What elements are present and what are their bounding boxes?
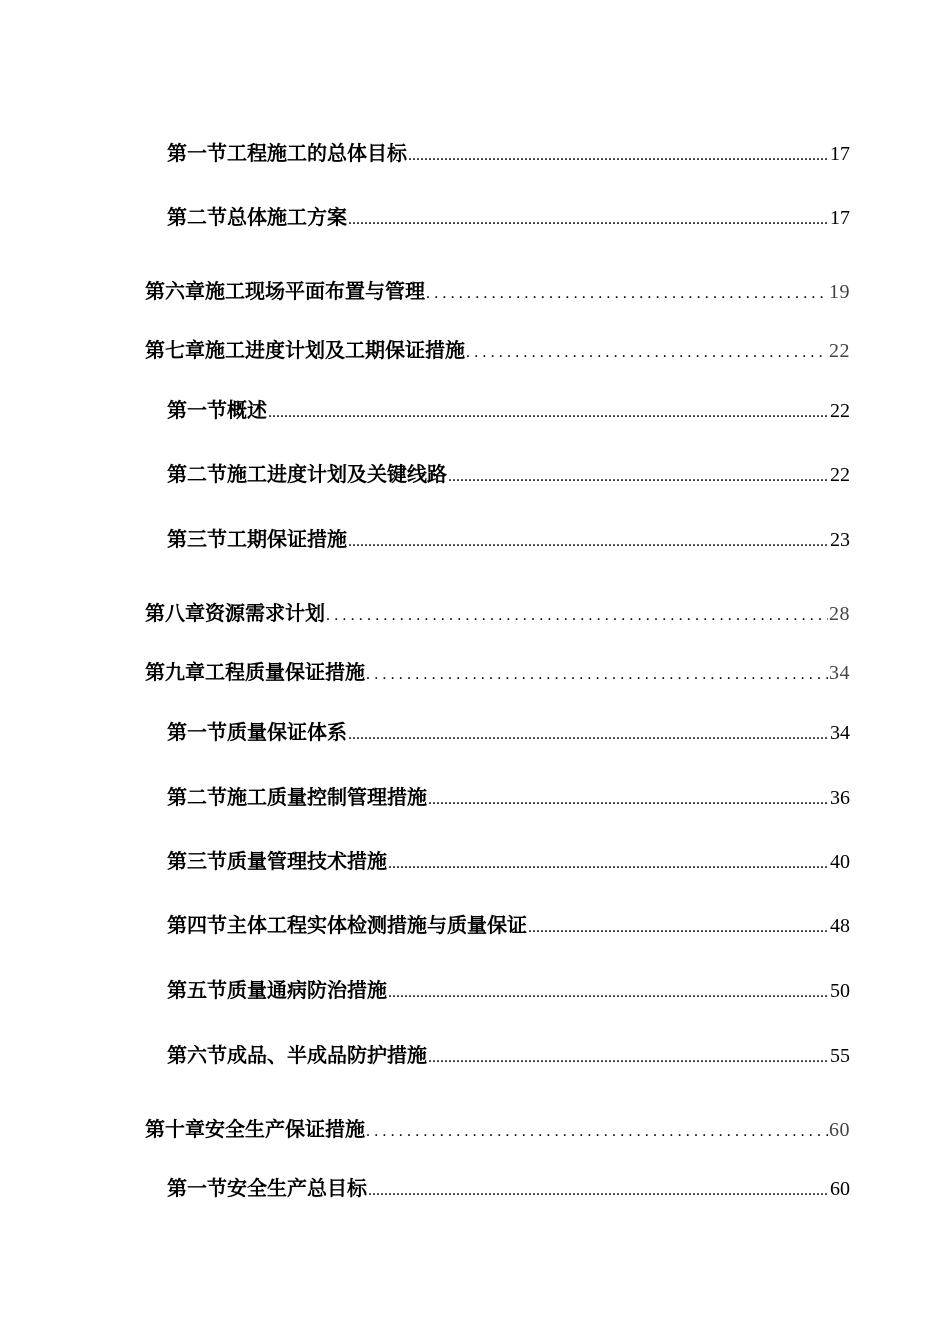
toc-entry[interactable]	[167, 781, 850, 810]
toc-entry-page: 50	[830, 980, 850, 1002]
toc-entry-label: 第二节	[167, 205, 227, 229]
toc-entry-label: 第十章	[145, 1117, 205, 1141]
toc-entry-label: 第三节	[167, 849, 227, 873]
toc-entry-title: 质量通病防治措施	[227, 978, 387, 1002]
toc-entry-page: 23	[830, 529, 850, 551]
toc-entry-label: 第四节	[167, 913, 227, 937]
toc-entry-page: 60	[830, 1178, 850, 1200]
toc-entry[interactable]	[167, 201, 850, 230]
toc-entry-label: 第二节	[167, 462, 227, 486]
toc-entry-page: 40	[830, 851, 850, 873]
toc-entry-title: 成品、半成品防护措施	[227, 1043, 427, 1067]
dot-leader	[348, 533, 829, 551]
toc-entry-page: 34	[830, 722, 850, 744]
toc-entry[interactable]	[145, 275, 850, 304]
toc-entry-label: 第九章	[145, 660, 205, 684]
toc-entry-label: 第一节	[167, 720, 227, 744]
toc-entry-title: 质量管理技术措施	[227, 849, 387, 873]
toc-entry-page: 28	[829, 603, 850, 625]
dot-leader	[388, 855, 829, 873]
toc-entry-page: 19	[829, 281, 850, 303]
dot-leader	[528, 919, 829, 937]
dot-leader	[408, 147, 829, 165]
toc-entry-label: 第八章	[145, 601, 205, 625]
toc-entry-page: 48	[830, 915, 850, 937]
toc-entry-label: 第一节	[167, 1176, 227, 1200]
toc-entry-title: 施工质量控制管理措施	[227, 785, 427, 809]
dot-leader	[426, 285, 828, 303]
toc-entry-page: 17	[830, 143, 850, 165]
toc-entry[interactable]	[167, 1039, 850, 1068]
toc-entry-page: 17	[830, 207, 850, 229]
toc-entry-title: 工程质量保证措施	[205, 660, 365, 684]
toc-entry-label: 第三节	[167, 527, 227, 551]
toc-entry-page: 36	[830, 787, 850, 809]
toc-entry[interactable]	[167, 716, 850, 745]
dot-leader	[268, 404, 829, 422]
dot-leader	[368, 1182, 829, 1200]
dot-leader	[428, 1049, 829, 1067]
toc-entry-title: 安全生产保证措施	[205, 1117, 365, 1141]
toc-entry-label: 第七章	[145, 338, 205, 362]
toc-entry-title: 资源需求计划	[205, 601, 325, 625]
toc-entry-page: 22	[829, 340, 850, 362]
dot-leader	[348, 211, 829, 229]
toc-entry-page: 22	[830, 464, 850, 486]
toc-entry[interactable]	[145, 597, 850, 626]
toc-entry[interactable]	[167, 845, 850, 874]
toc-entry-title: 施工现场平面布置与管理	[205, 279, 425, 303]
toc-entry-title: 施工进度计划及工期保证措施	[205, 338, 465, 362]
toc-entry-label: 第五节	[167, 978, 227, 1002]
toc-entry[interactable]	[145, 334, 850, 363]
dot-leader	[388, 984, 829, 1002]
toc-entry[interactable]	[145, 656, 850, 685]
dot-leader	[428, 791, 829, 809]
toc-entry-title: 概述	[227, 398, 267, 422]
toc-entry-title: 主体工程实体检测措施与质量保证	[227, 913, 527, 937]
toc-entry[interactable]	[145, 1113, 850, 1142]
toc-entry-page: 34	[829, 662, 850, 684]
toc-entry-title: 施工进度计划及关键线路	[227, 462, 447, 486]
toc-entry-title: 质量保证体系	[227, 720, 347, 744]
toc-entry[interactable]	[167, 909, 850, 938]
toc-entry-title: 安全生产总目标	[227, 1176, 367, 1200]
dot-leader	[366, 666, 828, 684]
toc-entry-title: 工期保证措施	[227, 527, 347, 551]
toc-entry[interactable]	[167, 1172, 850, 1201]
dot-leader	[348, 726, 829, 744]
toc-entry-page: 60	[829, 1119, 850, 1141]
toc-entry-page: 55	[830, 1045, 850, 1067]
dot-leader	[326, 607, 828, 625]
toc-entry[interactable]	[167, 974, 850, 1003]
toc-entry-page: 22	[830, 400, 850, 422]
toc-entry-title: 总体施工方案	[227, 205, 347, 229]
toc-entry-label: 第一节	[167, 398, 227, 422]
toc-entry-label: 第六章	[145, 279, 205, 303]
dot-leader	[366, 1123, 828, 1141]
toc-entry[interactable]	[167, 394, 850, 423]
toc-entry-label: 第一节	[167, 141, 227, 165]
toc-entry-title: 工程施工的总体目标	[227, 141, 407, 165]
dot-leader	[448, 468, 829, 486]
toc-entry-label: 第二节	[167, 785, 227, 809]
dot-leader	[466, 344, 828, 362]
toc-entry[interactable]	[167, 523, 850, 552]
toc-entry[interactable]	[167, 458, 850, 487]
toc-entry[interactable]	[167, 137, 850, 166]
toc-entry-label: 第六节	[167, 1043, 227, 1067]
